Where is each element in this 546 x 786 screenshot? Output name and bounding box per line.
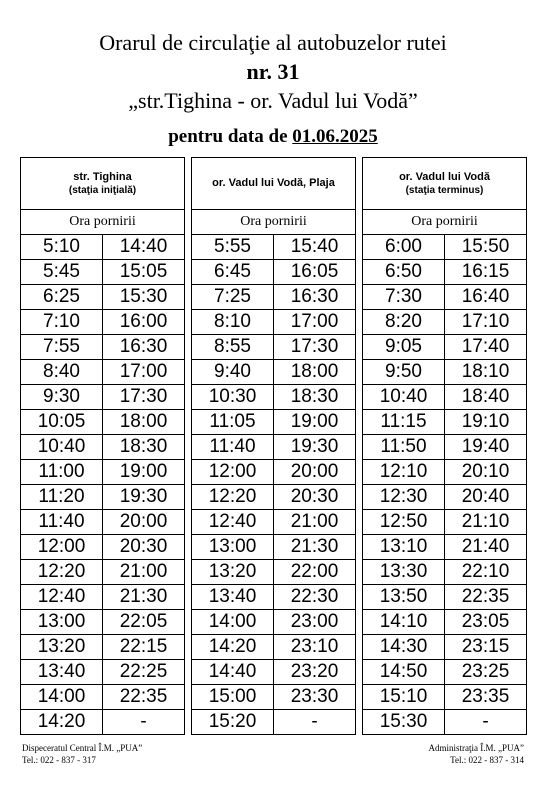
departure-time: 13:10	[363, 535, 445, 560]
departure-time: 15:50	[445, 235, 527, 260]
footer-administration	[429, 742, 524, 766]
departure-time: 22:35	[103, 685, 185, 710]
table-row	[363, 660, 527, 685]
departure-time: 8:55	[192, 335, 274, 360]
table-row	[363, 460, 527, 485]
departure-time: 14:50	[363, 660, 445, 685]
departure-time: 14:10	[363, 610, 445, 635]
departure-time: 20:30	[103, 535, 185, 560]
column-header	[192, 158, 356, 210]
schedule-date: 01.06.2025	[292, 126, 378, 147]
departure-time: 14:20	[21, 710, 103, 735]
table-row	[363, 410, 527, 435]
departure-time: 15:20	[192, 710, 274, 735]
table-row	[363, 260, 527, 285]
departure-time: 9:50	[363, 360, 445, 385]
table-row	[192, 285, 356, 310]
departure-time: 11:20	[21, 485, 103, 510]
departure-time: 22:25	[103, 660, 185, 685]
departure-time: 12:40	[21, 585, 103, 610]
departure-time: 13:40	[21, 660, 103, 685]
table-row	[21, 660, 185, 685]
departure-time: 17:00	[103, 360, 185, 385]
departure-time: 12:00	[21, 535, 103, 560]
date-prefix: pentru data de	[168, 126, 293, 147]
departure-time: 22:00	[274, 560, 356, 585]
departure-time: 21:00	[103, 560, 185, 585]
dispatch-org: Dispeceratul Central Î.M. „PUA”	[22, 743, 143, 753]
departure-time: 12:20	[192, 485, 274, 510]
departure-time: 13:00	[21, 610, 103, 635]
table-row	[21, 285, 185, 310]
timetable-tighina	[20, 157, 185, 735]
table-row	[363, 435, 527, 460]
departure-time: 6:50	[363, 260, 445, 285]
table-row	[21, 310, 185, 335]
table-row	[21, 360, 185, 385]
table-row	[363, 310, 527, 335]
table-row	[21, 235, 185, 260]
table-row	[363, 385, 527, 410]
departure-time: 19:00	[103, 460, 185, 485]
departure-time: 15:30	[363, 710, 445, 735]
departure-time: 22:35	[445, 585, 527, 610]
departure-time: 16:30	[103, 335, 185, 360]
departure-time: 14:20	[192, 635, 274, 660]
departure-time: 5:55	[192, 235, 274, 260]
table-row	[21, 585, 185, 610]
table-row	[192, 660, 356, 685]
departure-time: 11:05	[192, 410, 274, 435]
departure-time: 14:40	[103, 235, 185, 260]
departure-time: 22:30	[274, 585, 356, 610]
table-row	[192, 435, 356, 460]
departure-time: 7:30	[363, 285, 445, 310]
departure-time: 17:10	[445, 310, 527, 335]
table-row	[192, 235, 356, 260]
table-row	[192, 335, 356, 360]
table-row	[192, 485, 356, 510]
departure-time: 9:05	[363, 335, 445, 360]
table-row	[363, 560, 527, 585]
departure-time: 7:25	[192, 285, 274, 310]
table-row	[21, 535, 185, 560]
departure-time: 23:25	[445, 660, 527, 685]
departure-label: Ora pornirii	[192, 210, 356, 235]
departure-time: 8:40	[21, 360, 103, 385]
table-row	[192, 635, 356, 660]
departure-time: 23:00	[274, 610, 356, 635]
stop-name: str. Tighina	[73, 170, 132, 183]
departure-time: 12:30	[363, 485, 445, 510]
departure-time: 9:40	[192, 360, 274, 385]
table-row	[192, 535, 356, 560]
departure-time: 17:30	[103, 385, 185, 410]
table-row	[363, 610, 527, 635]
stop-name: or. Vadul lui Vodă, Plaja	[212, 177, 335, 189]
departure-time: 11:50	[363, 435, 445, 460]
departure-time: 6:25	[21, 285, 103, 310]
departure-time: 23:30	[274, 685, 356, 710]
departure-time: 14:30	[363, 635, 445, 660]
departure-time: 9:30	[21, 385, 103, 410]
table-row	[192, 310, 356, 335]
departure-time: 23:15	[445, 635, 527, 660]
departure-time: 19:30	[103, 485, 185, 510]
table-row	[192, 710, 356, 735]
departure-time: 13:40	[192, 585, 274, 610]
administration-phone: Tel.: 022 - 837 - 314	[450, 755, 524, 765]
timetable-vadul-terminus	[362, 157, 527, 735]
departure-time: 22:15	[103, 635, 185, 660]
departure-time: 21:30	[274, 535, 356, 560]
departure-time: 19:00	[274, 410, 356, 435]
departure-time: 19:10	[445, 410, 527, 435]
departure-time: 10:40	[363, 385, 445, 410]
departure-time: 21:30	[103, 585, 185, 610]
table-row	[363, 485, 527, 510]
departure-time: 18:30	[274, 385, 356, 410]
table-row	[21, 610, 185, 635]
table-row	[21, 560, 185, 585]
departure-time: 18:00	[103, 410, 185, 435]
departure-time: 12:50	[363, 510, 445, 535]
departure-time: 16:30	[274, 285, 356, 310]
departure-time: -	[445, 710, 527, 735]
departure-time: 18:10	[445, 360, 527, 385]
departure-time: 23:35	[445, 685, 527, 710]
dispatch-phone: Tel.: 022 - 837 - 317	[22, 755, 96, 765]
departure-time: 21:00	[274, 510, 356, 535]
departure-time: 22:10	[445, 560, 527, 585]
departure-time: 15:40	[274, 235, 356, 260]
departure-time: 14:00	[21, 685, 103, 710]
departure-label: Ora pornirii	[21, 210, 185, 235]
table-row	[21, 635, 185, 660]
table-row	[192, 360, 356, 385]
departure-time: 11:15	[363, 410, 445, 435]
departure-time: 13:20	[192, 560, 274, 585]
departure-time: 7:10	[21, 310, 103, 335]
departure-time: 15:05	[103, 260, 185, 285]
departure-time: 10:40	[21, 435, 103, 460]
departure-time: 22:05	[103, 610, 185, 635]
departure-time: 14:40	[192, 660, 274, 685]
departure-time: 12:00	[192, 460, 274, 485]
departure-time: 6:45	[192, 260, 274, 285]
table-row	[21, 485, 185, 510]
stop-name: or. Vadul lui Vodă	[399, 170, 490, 183]
footer-dispatch	[22, 742, 142, 766]
table-row	[363, 235, 527, 260]
departure-time: 15:10	[363, 685, 445, 710]
departure-time: 11:00	[21, 460, 103, 485]
departure-time: 8:10	[192, 310, 274, 335]
table-row	[363, 685, 527, 710]
departure-time: 14:00	[192, 610, 274, 635]
table-row	[21, 260, 185, 285]
departure-time: 13:20	[21, 635, 103, 660]
departure-time: 20:40	[445, 485, 527, 510]
table-row	[21, 710, 185, 735]
departure-time: 8:20	[363, 310, 445, 335]
departure-time: 18:00	[274, 360, 356, 385]
departure-label: Ora pornirii	[363, 210, 527, 235]
table-row	[21, 510, 185, 535]
departure-time: 16:40	[445, 285, 527, 310]
departure-time: 10:30	[192, 385, 274, 410]
departure-time: 15:00	[192, 685, 274, 710]
stop-type: (staţia terminus)	[405, 184, 484, 196]
administration-org: Administraţia Î.M. „PUA”	[428, 743, 524, 753]
stop-type: (staţia iniţială)	[68, 184, 137, 196]
departure-time: 15:30	[103, 285, 185, 310]
table-row	[192, 685, 356, 710]
table-row	[363, 535, 527, 560]
table-row	[363, 360, 527, 385]
departure-time: 19:40	[445, 435, 527, 460]
table-row	[363, 285, 527, 310]
departure-time: 12:20	[21, 560, 103, 585]
departure-time: 6:00	[363, 235, 445, 260]
table-row	[363, 335, 527, 360]
table-row	[21, 410, 185, 435]
departure-time: 19:30	[274, 435, 356, 460]
departure-time: 13:50	[363, 585, 445, 610]
departure-time: -	[274, 710, 356, 735]
departure-time: 11:40	[21, 510, 103, 535]
departure-time: 5:10	[21, 235, 103, 260]
column-header	[363, 158, 527, 210]
departure-time: 20:10	[445, 460, 527, 485]
departure-time: 23:05	[445, 610, 527, 635]
departure-time: 21:10	[445, 510, 527, 535]
table-row	[21, 385, 185, 410]
table-row	[363, 710, 527, 735]
table-row	[192, 385, 356, 410]
departure-time: 20:00	[274, 460, 356, 485]
departure-time: 13:30	[363, 560, 445, 585]
departure-time: 16:15	[445, 260, 527, 285]
table-row	[21, 435, 185, 460]
table-row	[192, 460, 356, 485]
departure-time: 7:55	[21, 335, 103, 360]
table-row	[21, 460, 185, 485]
table-row	[192, 585, 356, 610]
table-row	[192, 410, 356, 435]
table-row	[21, 685, 185, 710]
departure-time: 17:00	[274, 310, 356, 335]
timetable-vadul-plaja	[191, 157, 356, 735]
departure-time: 12:40	[192, 510, 274, 535]
departure-time: 12:10	[363, 460, 445, 485]
departure-time: 23:20	[274, 660, 356, 685]
departure-time: 18:40	[445, 385, 527, 410]
departure-time: 16:00	[103, 310, 185, 335]
table-row	[192, 260, 356, 285]
departure-time: 18:30	[103, 435, 185, 460]
table-row	[192, 560, 356, 585]
departure-time: 21:40	[445, 535, 527, 560]
departure-time: 16:05	[274, 260, 356, 285]
departure-time: 17:40	[445, 335, 527, 360]
schedule-date-line	[0, 124, 546, 150]
table-row	[21, 335, 185, 360]
departure-time: 20:00	[103, 510, 185, 535]
table-row	[363, 585, 527, 610]
table-row	[192, 510, 356, 535]
table-row	[363, 510, 527, 535]
departure-time: 11:40	[192, 435, 274, 460]
departure-time: -	[103, 710, 185, 735]
route-name: „str.Tighina - or. Vadul lui Vodă”	[128, 88, 418, 113]
departure-time: 23:10	[274, 635, 356, 660]
departure-time: 17:30	[274, 335, 356, 360]
departure-time: 5:45	[21, 260, 103, 285]
schedule-title: Orarul de circulaţie al autobuzelor rutei	[99, 30, 447, 55]
departure-time: 20:30	[274, 485, 356, 510]
route-number: nr. 31	[246, 59, 300, 84]
column-header	[21, 158, 185, 210]
departure-time: 10:05	[21, 410, 103, 435]
table-row	[192, 610, 356, 635]
table-row	[363, 635, 527, 660]
departure-time: 13:00	[192, 535, 274, 560]
